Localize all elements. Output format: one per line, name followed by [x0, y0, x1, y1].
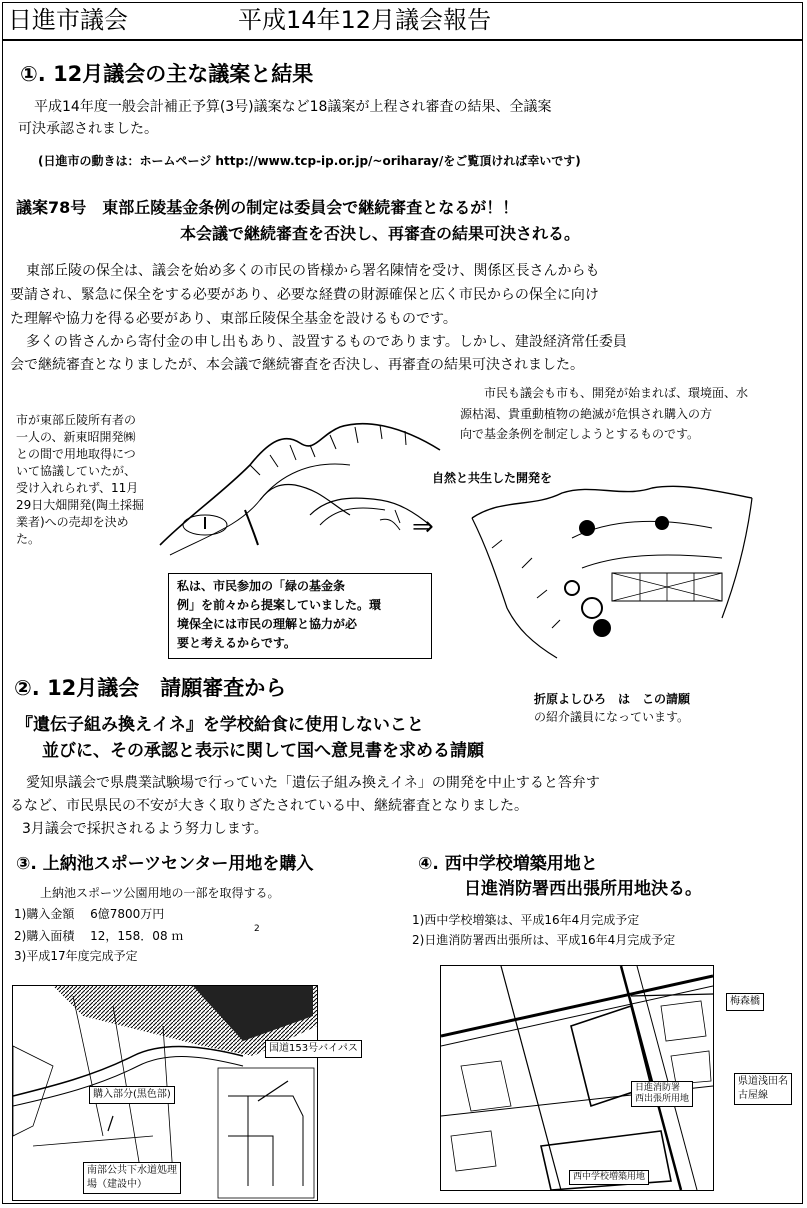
bridge-label: 梅森橋 [726, 993, 764, 1011]
section2-body-line: 3月議会で採択されるよう努力します。 [22, 821, 268, 837]
section3-heading: ③. 上納池スポーツセンター用地を購入 [16, 854, 314, 874]
road-label-line: 古屋線 [738, 1090, 768, 1101]
sewage-plant-label-line: 南部公共下水道処理 [87, 1165, 177, 1176]
section4-item: 1)西中学校増築は、平成16年4月完成予定 [412, 913, 640, 927]
section1-web-note: (日進市の動きは：ホームページ http://www.tcp-ip.or.jp/~oriharay/をご覧頂ければ幸いです) [38, 154, 581, 168]
section4-item: 2)日進消防署西出張所は、平成16年4月完成予定 [412, 933, 676, 947]
purchase-area-label: 購入部分(黒色部) [89, 1086, 175, 1104]
proposal-box-line: 要と考えるからです。 [177, 636, 296, 650]
header-rule [2, 39, 803, 41]
section1-body-line: 会で継続審査となりましたが、本会議で継続審査を否決し、再審査の結果可決されました。 [10, 357, 584, 373]
proposal-box-line: 例」を前々から提案していました。環 [177, 598, 382, 612]
prefectural-road-label [734, 1073, 792, 1105]
sports-center-site-map [12, 985, 358, 1201]
bill-headline-line1: 議案78号 東部丘陵基金条例の制定は委員会で継続審査となるが！！ [16, 198, 519, 217]
sewage-plant-label [83, 1162, 181, 1194]
right-note-line: 市民も議会も市も、開発が始まれば、環境面、水 [484, 386, 749, 400]
section1-body-line: た理解や協力を得る必要があり、東部丘陵保全基金を設けるものです。 [10, 311, 457, 327]
section3-item: 3)平成17年度完成予定 [14, 949, 138, 963]
development-sketch-image [462, 478, 762, 668]
area-unit-superscript: 2 [254, 924, 260, 934]
fire-station-label-line: 西出張所用地 [635, 1094, 690, 1104]
header-org: 日進市議会 [8, 6, 128, 34]
proposal-comment-box [168, 573, 432, 659]
fire-station-label-line: 日進消防署 [635, 1083, 681, 1093]
sponsor-line: 折原よしひろ は この請願 [534, 692, 691, 706]
section1-body-line: 多くの皆さんから寄付金の申し出もあり、設置するものであります。しかし、建設経済常任委員 [26, 334, 627, 350]
section3-item: 2)購入面積 12，158．08 ｍ [14, 929, 184, 943]
header-title: 平成14年12月議会報告 [238, 6, 492, 34]
section3-item: 1)購入金額 6億7800万円 [14, 907, 165, 921]
school-extension-label: 西中学校増築用地 [569, 1170, 649, 1185]
section2-body-line: 愛知県議会で県農業試験場で行っていた「遺伝子組み換えイネ」の開発を中止すると答弁す [26, 775, 600, 791]
fire-station-site-label [631, 1081, 693, 1107]
section1-body-line: 東部丘陵の保全は、議会を始め多くの市民の皆様から署名陳情を受け、関係区長さんからも [26, 263, 600, 279]
sponsor-line: の紹介議員になっています。 [534, 710, 690, 724]
section2-body-line: るなど、市民県民の不安が大きく取りざたされている中、継続審査となりました。 [10, 798, 528, 814]
sewage-plant-label-line: 場（建設中） [87, 1179, 147, 1190]
right-note-line: 向で基金条例を制定しようとするものです。 [460, 427, 700, 441]
proposal-box-line: 私は、市民参加の「緑の基金条 [177, 579, 346, 593]
section3-intro: 上納池スポーツ公園用地の一部を取得する。 [40, 886, 280, 900]
section1-body-line: 要請され、緊急に保全をする必要があり、必要な経費の財源確保と広く市民からの保全に向け [10, 287, 599, 303]
hill-sketch-image [150, 405, 450, 580]
section4-heading-line1: ④. 西中学校増築用地と [418, 854, 598, 874]
proposal-box-line: 境保全には市民の理解と協力が必 [177, 617, 358, 631]
left-note: 市が東部丘陵所有者の一人の、新東昭開発㈱との間で用地取得について協議していたが、受け入れられず、11月29日大畑開発(陶土採掘業者)への売却を決めた。 [16, 413, 144, 546]
section4-heading-line2: 日進消防署西出張所用地決る。 [464, 879, 702, 899]
arrow-symbol: ⇒ [412, 512, 434, 542]
bypass-label: 国道153号バイパス [265, 1040, 362, 1058]
petition-title-line1: 『遺伝子組み換えイネ』を学校給食に使用しないこと [16, 715, 424, 735]
road-label-line: 県道浅田名 [738, 1076, 788, 1087]
section1-intro-line1: 平成14年度一般会計補正予算(3号)議案など18議案が上程され審査の結果、全議案 [34, 99, 552, 115]
bill-headline-line2: 本会議で継続審査を否決し、再審査の結果可決される。 [180, 224, 581, 243]
school-fire-station-site-map [440, 965, 714, 1191]
section2-heading: ②. 12月議会 請願審査から [14, 676, 287, 700]
section1-heading: ①. 12月議会の主な議案と結果 [20, 62, 314, 86]
right-note-line: 源枯渇、貴重動植物の絶滅が危惧され購入の方 [460, 407, 713, 421]
petition-title-line2: 並びに、その承認と表示に関して国へ意見書を求める請願 [42, 741, 484, 761]
nature-caption: 自然と共生した開発を [432, 471, 553, 485]
section1-intro-line2: 可決承認されました。 [18, 121, 158, 137]
